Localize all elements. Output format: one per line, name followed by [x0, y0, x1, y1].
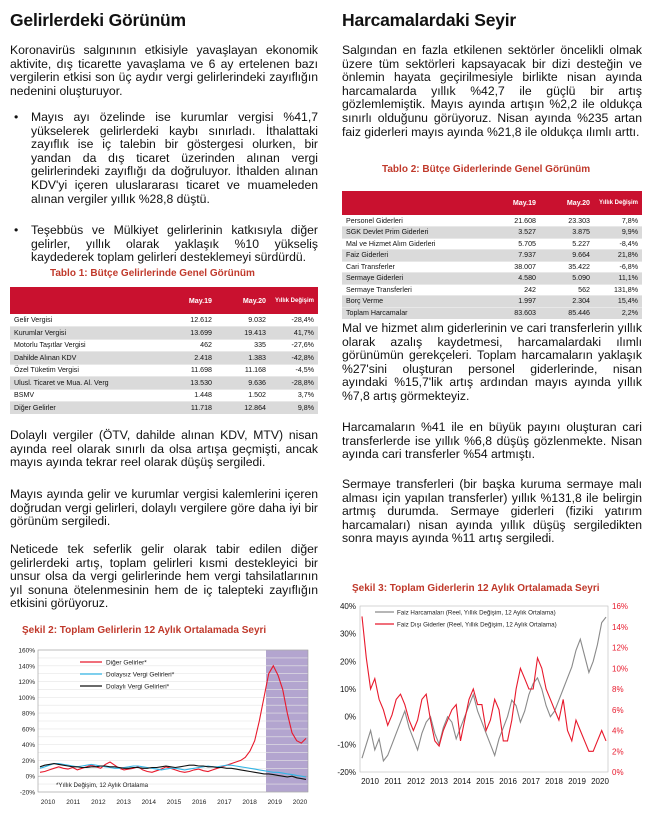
chart-2-y-tick: 100%: [18, 694, 35, 702]
table-cell: 11.718: [162, 402, 216, 415]
chart-3-y-right-tick: 8%: [612, 685, 624, 694]
table-cell: -42,8%: [270, 352, 318, 365]
chart-2-x-tick: 2010: [40, 799, 56, 806]
right-paragraph-1: Salgından en fazla etkilenen sektörler öncelikli olmak üzere tüm sektörleri kapsayacak bir dizi desteğin ve önlemin hayata geçirilmesiyle birlikte nisan ayında harcamalarda yıllık %42,7 ile güçlü bir artış gözlemlemiştik. Mayıs ayında artışın %2,2 ile oldukça sınırlı olduğunu görüyoruz. Nisan ayında %235 artan faiz giderleri mayıs ayında %21,8 ile oldukça ılımlı arttı.: [342, 43, 642, 139]
table-cell: -28,4%: [270, 314, 318, 327]
table-row: [342, 307, 642, 319]
table-header-cell: [342, 191, 486, 215]
table-header-cell: May.20: [216, 287, 270, 314]
table-cell: 21.608: [486, 215, 540, 227]
left-title: Gelirlerdeki Görünüm: [10, 10, 186, 30]
table-cell: -6,8%: [594, 261, 642, 273]
table-cell: 11,1%: [594, 273, 642, 285]
table-header-cell: Yıllık Değişim: [270, 287, 318, 314]
table-row: [10, 364, 318, 377]
table-cell: -8,4%: [594, 238, 642, 250]
chart-2-y-tick: 20%: [21, 757, 35, 765]
table-row: [342, 296, 642, 308]
table-cell: Borç Verme: [342, 296, 486, 308]
table-cell: 562: [540, 284, 594, 296]
chart-3-y-right-tick: 14%: [612, 622, 629, 632]
chart-3-series-line: [362, 617, 606, 761]
table-cell: 9,8%: [270, 402, 318, 415]
chart-2-x-tick: 2019: [267, 799, 283, 806]
table-cell: 1.997: [486, 296, 540, 308]
table-row: [10, 352, 318, 365]
chart-2-y-tick: -20%: [19, 789, 35, 797]
chart-3-x-tick: 2011: [384, 777, 402, 786]
table-cell: 2.418: [162, 352, 216, 365]
table-row: [10, 402, 318, 415]
chart-2-note: *Yıllık Değişim, 12 Aylık Ortalama: [56, 782, 149, 789]
table-cell: 19.413: [216, 327, 270, 340]
table-header-cell: May.19: [486, 191, 540, 215]
chart-3-y-right-tick: 6%: [612, 705, 624, 715]
chart-2-caption: Şekil 2: Toplam Gelirlerin 12 Aylık Ortalamada Seyri: [22, 625, 267, 636]
chart-2-y-tick: 160%: [18, 647, 35, 655]
chart-2-x-tick: 2017: [217, 799, 232, 806]
table-cell: Toplam Harcamalar: [342, 307, 486, 319]
table-cell: BSMV: [10, 389, 162, 402]
table-cell: 335: [216, 339, 270, 352]
table-cell: SGK Devlet Prim Giderleri: [342, 227, 486, 239]
table-cell: 7.937: [486, 250, 540, 262]
table-header-cell: May.20: [540, 191, 594, 215]
table-cell: 13.699: [162, 327, 216, 340]
table-row: [10, 389, 318, 402]
chart-2-legend-label: Dolaysız Vergi Gelirleri*: [106, 671, 175, 679]
table-row: [342, 261, 642, 273]
chart-3-y-left-tick: -20%: [337, 768, 356, 777]
chart-3-x-tick: 2013: [430, 777, 448, 786]
chart-2-y-tick: 40%: [21, 742, 35, 750]
table-cell: 38.007: [486, 261, 540, 273]
table-cell: 5.227: [540, 238, 594, 250]
chart-3-frame: [360, 606, 608, 772]
table-cell: -28,8%: [270, 377, 318, 390]
table-cell: Cari Transferler: [342, 261, 486, 273]
table-cell: Sermaye Transferleri: [342, 284, 486, 296]
table-row: [10, 327, 318, 340]
table-2: [342, 191, 642, 319]
chart-2-y-tick: 120%: [18, 679, 35, 687]
table-cell: 242: [486, 284, 540, 296]
table-cell: Kurumlar Vergisi: [10, 327, 162, 340]
table-cell: 4.580: [486, 273, 540, 285]
table-cell: 1.502: [216, 389, 270, 402]
chart-3-y-left-tick: 10%: [339, 685, 356, 694]
table-cell: Mal ve Hizmet Alım Giderleri: [342, 238, 486, 250]
chart-2-y-tick: 0%: [25, 773, 35, 781]
table-cell: 1.448: [162, 389, 216, 402]
bullet-icon: •: [14, 110, 19, 124]
chart-3-y-left-tick: 30%: [339, 629, 356, 639]
table-cell: Özel Tüketim Vergisi: [10, 364, 162, 377]
table-cell: 9.032: [216, 314, 270, 327]
chart-3-y-right-tick: 2%: [612, 747, 624, 757]
chart-3-x-tick: 2020: [591, 777, 609, 786]
table-row: [10, 339, 318, 352]
table-cell: Dahilde Alınan KDV: [10, 352, 162, 365]
table-row: [342, 273, 642, 285]
table-cell: 3.527: [486, 227, 540, 239]
right-paragraph-3: Harcamaların %41 ile en büyük payını oluşturan cari transferlerde ise yıllık %6,8 düşüş gözlenmekte. Nisan ayında cari transferler %54 artmıştı.: [342, 420, 642, 462]
table-cell: 15,4%: [594, 296, 642, 308]
table-cell: 12.612: [162, 314, 216, 327]
table-cell: Faiz Giderleri: [342, 250, 486, 262]
chart-3-legend-label: Faiz Dışı Giderler (Reel, Yıllık Değişim, 12 Aylık Ortalama): [397, 621, 557, 629]
left-paragraph-2: Dolaylı vergiler (ÖTV, dahilde alınan KDV, MTV) nisan ayında reel olarak sınırlı da olsa artışa geçmişti, ancak mayıs ayında tekrar reel olarak düşüş sergiledi.: [10, 428, 318, 470]
table-cell: 5.090: [540, 273, 594, 285]
chart-2-x-tick: 2012: [91, 799, 106, 806]
table-cell: 131,8%: [594, 284, 642, 296]
table-cell: 13.530: [162, 377, 216, 390]
table-cell: 11.698: [162, 364, 216, 377]
table-cell: Diğer Gelirler: [10, 402, 162, 415]
table-cell: 35.422: [540, 261, 594, 273]
chart-2-legend-label: Dolaylı Vergi Gelirleri*: [106, 683, 170, 691]
chart-3-y-left-tick: 0%: [344, 712, 356, 722]
table-cell: Gelir Vergisi: [10, 314, 162, 327]
table-cell: Ulusl. Ticaret ve Mua. Al. Verg: [10, 377, 162, 390]
chart-3: [330, 598, 642, 812]
chart-2-y-tick: 80%: [21, 710, 35, 718]
chart-3-x-tick: 2018: [545, 777, 563, 786]
table-cell: 3,7%: [270, 389, 318, 402]
chart-3-x-tick: 2017: [522, 777, 540, 786]
chart-2-x-tick: 2020: [292, 799, 308, 806]
left-paragraph-3: Mayıs ayında gelir ve kurumlar vergisi kalemlerini içeren doğrudan vergi gelirleri, dolaylı vergilere göre daha iyi bir görünüm sergiledi.: [10, 487, 318, 529]
chart-3-y-right-tick: 0%: [612, 768, 624, 777]
chart-2: [10, 644, 318, 812]
table-cell: 7,8%: [594, 215, 642, 227]
table-row: [342, 227, 642, 239]
left-bullet-2-text: Teşebbüs ve Mülkiyet gelirlerinin katkısıyla diğer gelirler, yıllık olarak yaklaşık %10 yükseliş kaydederek toplam gelirleri desteklemeyi sürdürdü.: [31, 223, 318, 265]
chart-3-legend-label: Faiz Harcamaları (Reel, Yıllık Değişim, 12 Aylık Ortalama): [397, 609, 556, 617]
table-header-cell: [10, 287, 162, 314]
chart-2-x-tick: 2018: [242, 799, 257, 806]
table-row: [342, 215, 642, 227]
table-header-cell: Yıllık Değişim: [594, 191, 642, 215]
table-1: [10, 287, 318, 414]
table-cell: 9.636: [216, 377, 270, 390]
table-cell: 462: [162, 339, 216, 352]
table-cell: 1.383: [216, 352, 270, 365]
chart-3-y-left-tick: 20%: [339, 657, 356, 667]
chart-2-y-tick: 60%: [21, 726, 35, 734]
table-row: [342, 250, 642, 262]
table-cell: 41,7%: [270, 327, 318, 340]
chart-3-y-left-tick: -10%: [337, 740, 356, 750]
chart-3-x-tick: 2016: [499, 777, 517, 786]
table-header-cell: May.19: [162, 287, 216, 314]
table-cell: 12.864: [216, 402, 270, 415]
chart-3-y-right-tick: 12%: [612, 643, 629, 653]
chart-2-x-tick: 2014: [141, 799, 157, 806]
chart-3-y-right-tick: 16%: [612, 602, 629, 611]
table-1-caption: Tablo 1: Bütçe Gelirlerinde Genel Görünüm: [50, 268, 255, 279]
chart-3-x-tick: 2014: [453, 777, 471, 786]
table-cell: 5.705: [486, 238, 540, 250]
left-paragraph-4: Neticede tek seferlik gelir olarak tabir edilen diğer gelirlerdeki artış, toplam gelirleri kısmi destekleyici bir unsur olsa da vergi gelirlerinde hem vergi tahsilatlarının yıl sonuna ötelenmesinin hem de iç talepteki zayıflığın etkisini görüyoruz.: [10, 542, 318, 611]
table-1-header-row: [10, 287, 318, 314]
table-cell: 11.168: [216, 364, 270, 377]
chart-3-caption: Şekil 3: Toplam Giderlerin 12 Aylık Ortalamada Seyri: [352, 583, 600, 594]
left-bullet-1-text: Mayıs ayı özelinde ise kurumlar vergisi %41,7 yükselerek gelirlerdeki kaybı sınırladı. İthalattaki zayıflık ise iç talebin bir göstergesi olurken, bir yandan da dış ticaret üzerinden alınan vergi gelirlerindeki zayıflığı da doğruluyor. İthalden alınan KDV'yi içeren uluslararası ticaret ve muameleden alınan vergiler yıllık %28,8 düştü.: [31, 110, 318, 206]
left-paragraph-1: Koronavirüs salgınının etkisiyle yavaşlayan ekonomik aktivite, dış ticarette yavaşlama ve 6 ay ertelenen bazı vergilerin etkisi son üç aydır vergi gelirlerindeki zayıflığın nedenini oluşturuyor.: [10, 43, 318, 98]
table-2-header-row: [342, 191, 642, 215]
table-row: [342, 284, 642, 296]
table-cell: -4,5%: [270, 364, 318, 377]
chart-2-svg: [10, 644, 318, 812]
table-cell: Personel Giderleri: [342, 215, 486, 227]
chart-3-svg: [330, 598, 642, 812]
chart-2-legend-label: Diğer Gelirler*: [106, 659, 147, 667]
table-cell: 83.603: [486, 307, 540, 319]
chart-2-x-tick: 2011: [66, 799, 81, 806]
chart-3-series-line: [362, 616, 606, 751]
chart-3-x-tick: 2012: [407, 777, 425, 786]
table-cell: Sermaye Giderleri: [342, 273, 486, 285]
chart-3-y-left-tick: 40%: [339, 602, 356, 611]
table-cell: 2.304: [540, 296, 594, 308]
table-cell: 2,2%: [594, 307, 642, 319]
right-paragraph-4: Sermaye transferleri (bir başka kuruma sermaye malı alması için yapılan transferler) yıllık %131,8 ile belirgin artmış durumda. Sermaye giderleri (fiziki yatırım harcamaları) nisan ayında yıllık düşüş sergiledikten sonra mayıs ayında %11 artış sergiledi.: [342, 477, 642, 546]
right-title: Harcamalardaki Seyir: [342, 10, 517, 30]
chart-3-x-tick: 2010: [361, 777, 379, 786]
table-cell: Motorlu Taşıtlar Vergisi: [10, 339, 162, 352]
chart-2-x-tick: 2016: [191, 799, 207, 806]
chart-3-x-tick: 2015: [476, 777, 494, 786]
chart-3-y-right-tick: 4%: [612, 726, 624, 736]
right-paragraph-2: Mal ve hizmet alım giderlerinin ve cari transferlerin yıllık olarak azalış kaydetmesi, harcamalardaki ılımlı görünümün gerekçeleri. Toplam harcamaların yaklaşık %27'sini oluşturan personel giderlerinde, nisan ayındaki %15,7'lik artış ardından mayıs ayında yıllık %7,8 artış görmekteyiz.: [342, 321, 642, 403]
table-row: [342, 238, 642, 250]
table-cell: 23.303: [540, 215, 594, 227]
chart-2-x-tick: 2015: [166, 799, 182, 806]
bullet-icon: •: [14, 223, 19, 237]
chart-2-x-tick: 2013: [116, 799, 131, 806]
table-2-caption: Tablo 2: Bütçe Giderlerinde Genel Görünüm: [382, 164, 591, 175]
chart-3-x-tick: 2019: [568, 777, 586, 786]
table-cell: 3.875: [540, 227, 594, 239]
table-cell: -27,6%: [270, 339, 318, 352]
table-cell: 85.446: [540, 307, 594, 319]
chart-2-y-tick: 140%: [18, 663, 35, 671]
table-row: [10, 314, 318, 327]
table-cell: 9.664: [540, 250, 594, 262]
table-cell: 21,8%: [594, 250, 642, 262]
table-row: [10, 377, 318, 390]
chart-3-y-right-tick: 10%: [612, 664, 629, 674]
table-cell: 9,9%: [594, 227, 642, 239]
